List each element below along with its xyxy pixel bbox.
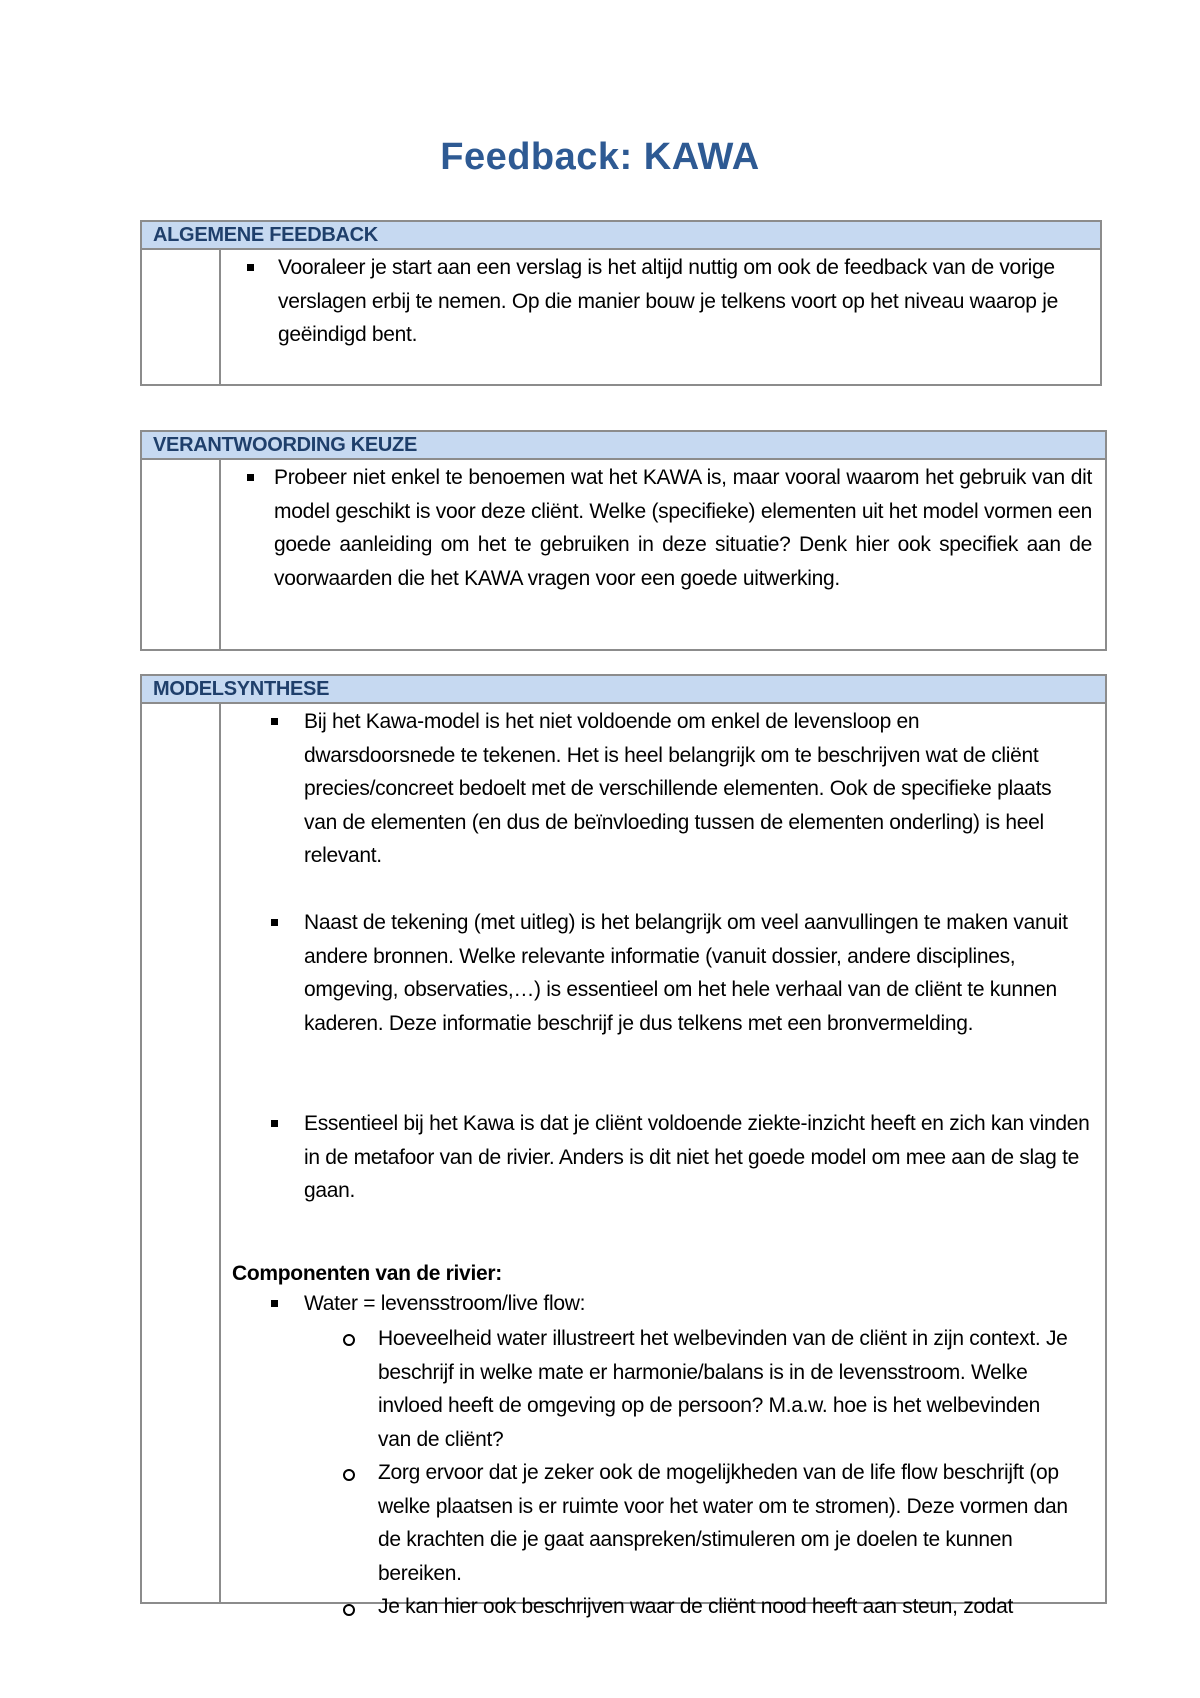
subitem-text: Hoeveelheid water illustreert het welbevinden van de cliënt in zijn context. Je beschrijf in welke mate er harmonie/balans is in de levensstroom. Welke invloed heeft de omgeving op de persoon? M.a.w. hoe is het welbevinden van de cliënt? — [378, 1327, 1068, 1451]
subheading: Componenten van de rivier: — [232, 1262, 502, 1285]
section-modelsynthese — [140, 674, 1107, 1618]
bullet-text: Vooraleer je start aan een verslag is het altijd nuttig om ook de feedback van de vorige verslagen erbij te nemen. Op die manier bouw je telkens voort op het niveau waarop je geëindigd bent. — [278, 256, 1058, 346]
bullet-text: Naast de tekening (met uitleg) is het belangrijk om veel aanvullingen te maken vanuit andere bronnen. Welke relevante informatie (vanuit dossier, andere disciplines, omgeving, observaties,…) is essentieel om het hele verhaal van de cliënt te kunnen kaderen. Deze informatie beschrijf je dus telkens met een bronvermelding. — [304, 911, 1068, 1035]
bullet-icon — [271, 919, 278, 926]
circle-bullet-icon — [343, 1334, 355, 1346]
bullet-icon — [271, 718, 278, 725]
bullet-text: Bij het Kawa-model is het niet voldoende om enkel de levensloop en dwarsdoorsnede te tekenen. Het is heel belangrijk om te beschrijven wat de cliënt precies/concreet bedoelt met de verschillende elementen. Ook de specifieke plaats van de elementen (en dus de beïnvloeding tussen de elementen onderling) is heel relevant. — [304, 710, 1052, 867]
subitem-text: Je kan hier ook beschrijven waar de cliënt nood heeft aan steun, zodat — [378, 1595, 1014, 1618]
component-label: Water = levensstroom/live flow: — [304, 1292, 586, 1315]
bullet-text: Essentieel bij het Kawa is dat je cliënt voldoende ziekte-inzicht heeft en zich kan vinden in de metafoor van de rivier. Anders is dit niet het goede model om mee aan de slag te gaan. — [304, 1112, 1090, 1202]
bullet-icon — [247, 264, 254, 271]
column-divider — [219, 250, 221, 384]
bullet-icon — [271, 1120, 278, 1127]
subitem-text: Zorg ervoor dat je zeker ook de mogelijkheden van de life flow beschrijft (op welke plaatsen is er ruimte voor het water om te stromen). Deze vormen dan de krachten die je gaat aanspreken/stimuleren om je doelen te kunnen bereiken. — [378, 1461, 1068, 1585]
bullet-icon — [247, 474, 254, 481]
section-header: MODELSYNTHESE — [142, 676, 1105, 704]
section-header: VERANTWOORDING KEUZE — [142, 432, 1105, 460]
column-divider — [219, 460, 221, 649]
section-algemene-feedback — [140, 220, 1102, 386]
bullet-icon — [271, 1300, 278, 1307]
section-verantwoording-keuze — [140, 430, 1107, 651]
circle-bullet-icon — [343, 1469, 355, 1481]
circle-bullet-icon — [343, 1604, 355, 1616]
page-title: Feedback: KAWA — [440, 136, 760, 178]
section-header: ALGEMENE FEEDBACK — [142, 222, 1100, 250]
column-divider — [219, 704, 221, 1602]
bullet-text: Probeer niet enkel te benoemen wat het KAWA is, maar vooral waarom het gebruik van dit model geschikt is voor deze cliënt. Welke (specifieke) elementen uit het model vormen een goede aanleiding om het te gebruiken in deze situatie? Denk hier ook specifiek aan de voorwaarden die het KAWA vragen voor een goede uitwerking. — [274, 466, 1092, 590]
